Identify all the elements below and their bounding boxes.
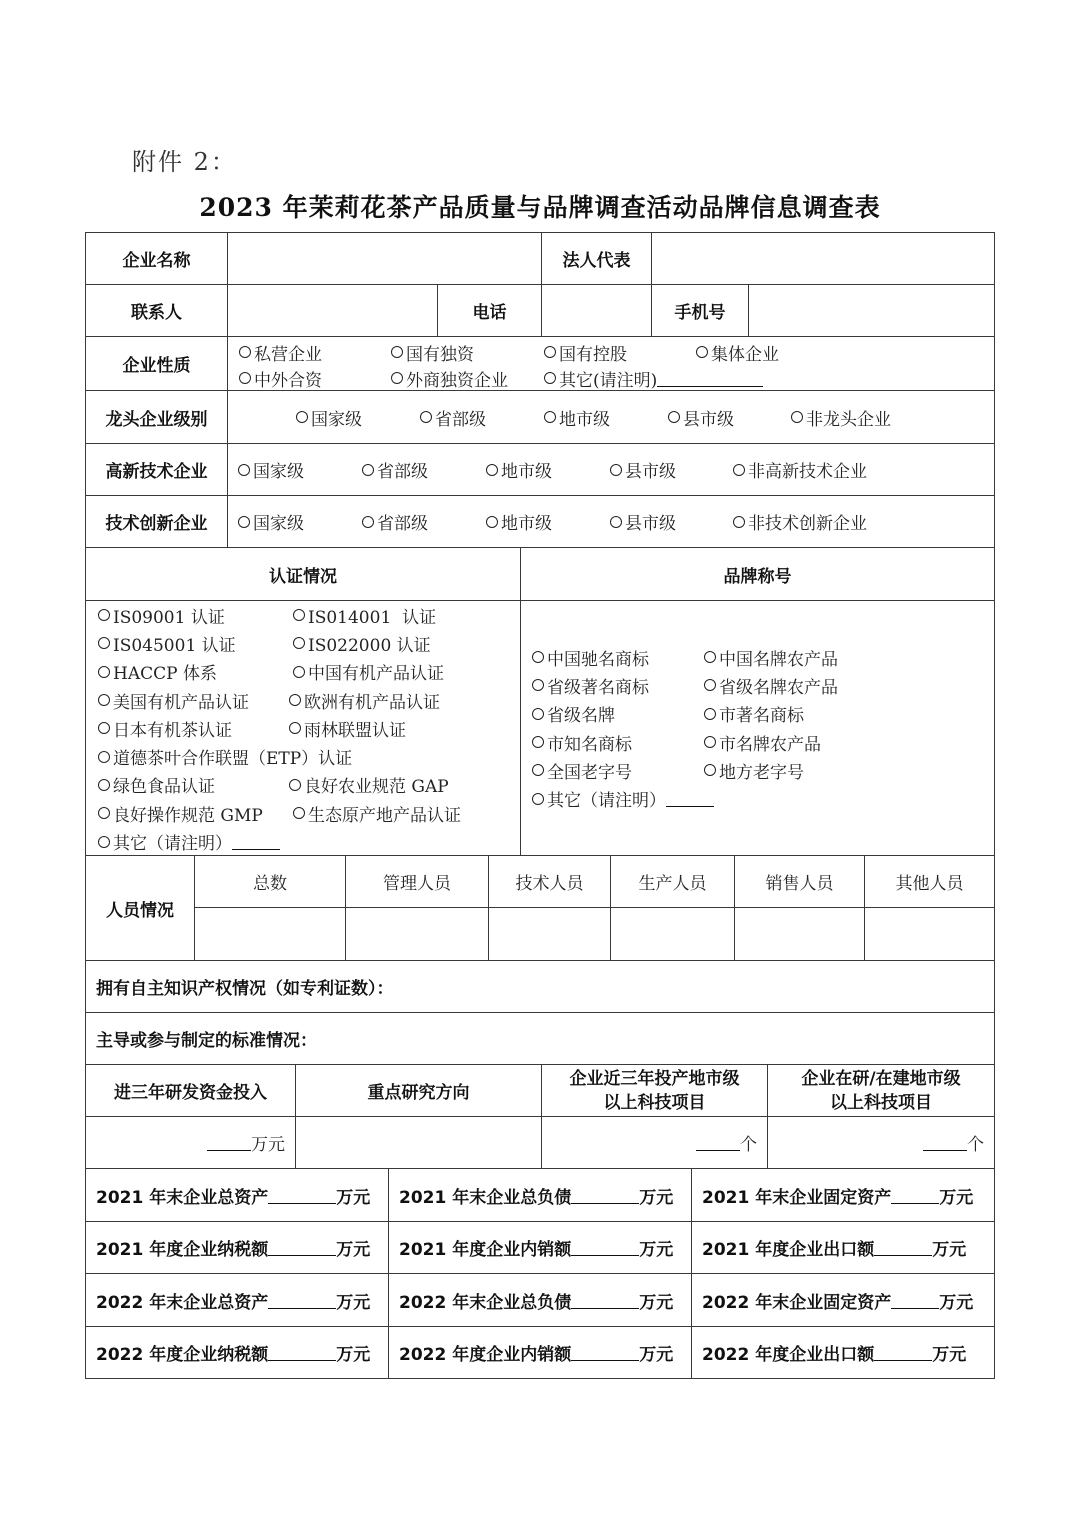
unit-label: 万元 (939, 1292, 974, 1313)
finance-label: 2022 年度企业内销额 (399, 1345, 572, 1365)
finance-field[interactable] (268, 1344, 336, 1361)
brand-option[interactable] (704, 730, 838, 755)
brand-option[interactable] (704, 758, 838, 783)
certification-option[interactable] (98, 659, 293, 684)
finance-field[interactable] (268, 1187, 336, 1204)
company-type-option[interactable] (696, 340, 779, 365)
radio-circle-icon (293, 807, 305, 819)
radio-circle-icon (610, 464, 622, 476)
option-label: 私营企业 (254, 344, 322, 365)
company-name-label: 企业名称 (85, 232, 228, 285)
radio-circle-icon (544, 411, 556, 423)
finance-field[interactable] (891, 1292, 939, 1309)
certification-option[interactable] (98, 688, 293, 713)
hightech-option[interactable] (610, 457, 733, 482)
certification-option[interactable] (98, 744, 461, 769)
company-type-other-field[interactable] (657, 370, 763, 387)
option-label: 省部级 (435, 409, 486, 430)
leading-level-option[interactable] (296, 405, 420, 430)
option-label: 中国有机产品认证 (308, 664, 444, 685)
option-label: 县市级 (625, 462, 676, 482)
radio-circle-icon (293, 666, 305, 678)
personnel-header-management: 管理人员 (345, 855, 489, 908)
option-label: 非技术创新企业 (748, 514, 867, 534)
certification-option[interactable] (289, 716, 461, 741)
certification-other-field[interactable] (232, 833, 280, 850)
radio-circle-icon (98, 751, 110, 763)
leading-level-option[interactable] (544, 405, 668, 430)
legal-rep-label: 法人代表 (541, 232, 652, 285)
brand-option[interactable] (532, 673, 704, 698)
option-label: 省级名牌农产品 (719, 677, 838, 698)
personnel-header-technical: 技术人员 (488, 855, 611, 908)
brand-option-other[interactable] (532, 786, 838, 811)
finance-cell (691, 1168, 995, 1222)
mobile-field[interactable] (748, 284, 995, 337)
personnel-label: 人员情况 (85, 855, 195, 961)
unit-label: 万元 (639, 1187, 674, 1208)
finance-label: 2022 年度企业出口额 (702, 1345, 875, 1365)
leading-level-label: 龙头企业级别 (85, 390, 228, 444)
personnel-other-field[interactable] (864, 907, 995, 961)
option-label: 省级著名商标 (547, 677, 649, 698)
option-label: 非高新技术企业 (748, 462, 867, 482)
finance-cell (388, 1326, 692, 1379)
option-label: 外商独资企业 (406, 370, 508, 391)
personnel-header-production: 生产人员 (610, 855, 735, 908)
radio-circle-icon (532, 793, 544, 805)
hightech-option[interactable] (238, 457, 362, 482)
radio-circle-icon (532, 679, 544, 691)
rd-funding-header: 进三年研发资金投入 (85, 1064, 296, 1117)
certification-option[interactable] (293, 631, 461, 656)
rd-focus-header: 重点研究方向 (295, 1064, 542, 1117)
finance-label: 2022 年度企业纳税额 (96, 1345, 269, 1365)
option-label: 良好操作规范 GMP (113, 805, 263, 826)
certification-option[interactable] (98, 716, 293, 741)
option-label: 市知名商标 (547, 734, 632, 755)
company-type-option[interactable] (239, 366, 391, 391)
unit-label: 万元 (336, 1240, 371, 1260)
radio-circle-icon (532, 736, 544, 748)
personnel-header-sales: 销售人员 (734, 855, 865, 908)
radio-circle-icon (704, 679, 716, 691)
option-label: 市名牌农产品 (719, 734, 821, 755)
rd-funding-field[interactable] (207, 1134, 251, 1151)
radio-circle-icon (733, 516, 745, 528)
personnel-technical-field[interactable] (488, 907, 611, 961)
certification-options (85, 600, 521, 856)
personnel-header-total: 总数 (194, 855, 346, 908)
rd-ongoing-projects-header: 企业在研/在建地市级 以上科技项目 (767, 1064, 995, 1117)
certification-option-other[interactable] (98, 829, 461, 854)
finance-cell (388, 1168, 692, 1222)
radio-circle-icon (696, 346, 708, 358)
mobile-label: 手机号 (651, 284, 749, 337)
finance-field[interactable] (874, 1344, 932, 1361)
radio-circle-icon (239, 346, 251, 358)
radio-circle-icon (238, 516, 250, 528)
hightech-option[interactable] (486, 457, 610, 482)
option-label: 绿色食品认证 (113, 777, 215, 798)
option-label: 非龙头企业 (806, 409, 891, 430)
option-label: 国家级 (311, 409, 362, 430)
standards-label: 主导或参与制定的标准情况： (96, 1031, 317, 1051)
hightech-label: 高新技术企业 (85, 443, 228, 496)
standards-field[interactable] (85, 1012, 995, 1065)
option-label: 其它（请注明） (113, 834, 232, 855)
rd-completed-projects-cell (541, 1116, 768, 1169)
option-label: IS045001 认证 (113, 635, 236, 656)
phone-label: 电话 (437, 284, 542, 337)
company-type-option[interactable] (239, 340, 391, 365)
certification-option[interactable] (98, 772, 293, 797)
finance-cell (388, 1221, 692, 1274)
innovation-option[interactable] (610, 509, 733, 534)
unit-label: 万元 (639, 1345, 674, 1365)
radio-circle-icon (532, 651, 544, 663)
leading-level-options (227, 390, 995, 444)
radio-circle-icon (296, 411, 308, 423)
finance-field[interactable] (268, 1292, 336, 1309)
option-label: 地市级 (559, 409, 610, 430)
company-type-options (227, 336, 995, 391)
radio-circle-icon (98, 722, 110, 734)
radio-circle-icon (98, 836, 110, 848)
certification-option[interactable] (98, 801, 293, 826)
option-label: 县市级 (625, 514, 676, 534)
company-type-option[interactable] (391, 366, 544, 391)
option-label: IS022000 认证 (308, 635, 431, 656)
finance-label: 2021 年末企业固定资产 (702, 1187, 892, 1208)
option-label: IS014001 认证 (308, 607, 437, 628)
finance-cell (85, 1273, 389, 1327)
hightech-options (227, 443, 995, 496)
legal-rep-field[interactable] (651, 232, 995, 285)
finance-label: 2022 年末企业固定资产 (702, 1292, 892, 1313)
radio-circle-icon (733, 464, 745, 476)
personnel-header-other: 其他人员 (864, 855, 995, 908)
certification-option[interactable] (293, 659, 461, 684)
certification-header: 认证情况 (85, 547, 521, 601)
finance-field[interactable] (268, 1239, 336, 1256)
radio-circle-icon (98, 779, 110, 791)
leading-level-option[interactable] (668, 405, 791, 430)
radio-circle-icon (486, 464, 498, 476)
innovation-option[interactable] (733, 509, 867, 534)
option-label: 国家级 (253, 462, 304, 482)
finance-field[interactable] (891, 1187, 939, 1204)
option-label: 雨林联盟认证 (304, 720, 406, 741)
radio-circle-icon (289, 722, 301, 734)
radio-circle-icon (704, 651, 716, 663)
brand-other-field[interactable] (666, 790, 714, 807)
radio-circle-icon (239, 372, 251, 384)
brand-option[interactable] (532, 758, 704, 783)
radio-circle-icon (98, 807, 110, 819)
ip-field[interactable] (85, 960, 995, 1013)
personnel-sales-field[interactable] (734, 907, 865, 961)
personnel-production-field[interactable] (610, 907, 735, 961)
radio-circle-icon (532, 708, 544, 720)
contact-field[interactable] (227, 284, 438, 337)
innovation-option[interactable] (238, 509, 362, 534)
option-label: 道德茶叶合作联盟（ETP）认证 (113, 749, 353, 770)
brand-option[interactable] (532, 645, 704, 670)
company-type-option[interactable] (544, 340, 696, 365)
unit-label: 万元 (336, 1187, 371, 1208)
leading-level-option[interactable] (420, 405, 544, 430)
option-label: 其它（请注明） (547, 791, 666, 812)
finance-field[interactable] (571, 1344, 639, 1361)
finance-label: 2021 年末企业总负债 (399, 1187, 572, 1208)
brand-option[interactable] (532, 730, 704, 755)
finance-label: 2021 年度企业内销额 (399, 1240, 572, 1260)
option-label: 欧洲有机产品认证 (304, 692, 440, 713)
radio-circle-icon (668, 411, 680, 423)
radio-circle-icon (532, 764, 544, 776)
finance-label: 2022 年末企业总资产 (96, 1292, 269, 1313)
radio-circle-icon (391, 346, 403, 358)
radio-circle-icon (289, 694, 301, 706)
finance-cell (691, 1221, 995, 1274)
certification-option[interactable] (98, 631, 293, 656)
finance-cell (85, 1221, 389, 1274)
option-label: 中国驰名商标 (547, 649, 649, 670)
company-type-option[interactable] (391, 340, 544, 365)
option-label: 中国名牌农产品 (719, 649, 838, 670)
rd-completed-projects-header: 企业近三年投产地市级 以上科技项目 (541, 1064, 768, 1117)
option-label: IS09001 认证 (113, 607, 225, 628)
certification-option[interactable] (289, 688, 461, 713)
personnel-total-field[interactable] (194, 907, 346, 961)
radio-circle-icon (486, 516, 498, 528)
radio-circle-icon (544, 372, 556, 384)
innovation-option[interactable] (362, 509, 486, 534)
radio-circle-icon (704, 764, 716, 776)
innovation-option[interactable] (486, 509, 610, 534)
unit-label: 万元 (336, 1345, 371, 1365)
finance-cell (85, 1326, 389, 1379)
company-type-label: 企业性质 (85, 336, 228, 391)
finance-label: 2022 年末企业总负债 (399, 1292, 572, 1313)
innovation-options (227, 495, 995, 548)
option-label: 省级名牌 (547, 706, 615, 727)
survey-form-table (85, 232, 995, 1379)
leading-level-option[interactable] (791, 405, 891, 430)
rd-ongoing-projects-field[interactable] (923, 1134, 967, 1151)
option-label: 中外合资 (254, 370, 322, 391)
brand-option[interactable] (704, 701, 838, 726)
phone-field[interactable] (541, 284, 652, 337)
finance-field[interactable] (571, 1187, 639, 1204)
hightech-option[interactable] (362, 457, 486, 482)
radio-circle-icon (98, 637, 110, 649)
unit-label: 万元 (251, 1135, 285, 1155)
option-label: 地市级 (501, 514, 552, 534)
ip-label: 拥有自主知识产权情况（如专利证数）： (96, 979, 394, 999)
company-name-field[interactable] (227, 232, 542, 285)
finance-label: 2021 年末企业总资产 (96, 1187, 269, 1208)
option-label: 生态原产地产品认证 (308, 805, 461, 826)
innovation-label: 技术创新企业 (85, 495, 228, 548)
option-label: 市著名商标 (719, 706, 804, 727)
radio-circle-icon (391, 372, 403, 384)
rd-completed-projects-field[interactable] (696, 1134, 740, 1151)
brand-options (520, 600, 995, 856)
unit-label: 万元 (932, 1345, 967, 1365)
radio-circle-icon (420, 411, 432, 423)
contact-label: 联系人 (85, 284, 228, 337)
option-label: 省部级 (377, 462, 428, 482)
radio-circle-icon (98, 694, 110, 706)
option-label: 美国有机产品认证 (113, 692, 249, 713)
rd-funding-cell (85, 1116, 296, 1169)
radio-circle-icon (362, 464, 374, 476)
option-label: 县市级 (683, 409, 734, 430)
radio-circle-icon (704, 736, 716, 748)
unit-label: 个 (740, 1135, 757, 1155)
company-type-option-other[interactable] (544, 366, 763, 391)
option-label: 全国老字号 (547, 762, 632, 783)
finance-field[interactable] (874, 1239, 932, 1256)
unit-label: 万元 (932, 1240, 967, 1260)
finance-field[interactable] (571, 1292, 639, 1309)
radio-circle-icon (544, 346, 556, 358)
option-label: 地方老字号 (719, 762, 804, 783)
radio-circle-icon (704, 708, 716, 720)
radio-circle-icon (98, 609, 110, 621)
rd-ongoing-projects-cell (767, 1116, 995, 1169)
option-label: 良好农业规范 GAP (304, 777, 449, 798)
radio-circle-icon (791, 411, 803, 423)
brand-header: 品牌称号 (520, 547, 995, 601)
finance-cell (691, 1326, 995, 1379)
finance-cell (85, 1168, 389, 1222)
brand-option[interactable] (704, 673, 838, 698)
option-label: 国家级 (253, 514, 304, 534)
radio-circle-icon (238, 464, 250, 476)
radio-circle-icon (610, 516, 622, 528)
certification-option[interactable] (293, 603, 461, 628)
attachment-label: 附件 2： (132, 148, 237, 176)
brand-option[interactable] (532, 701, 704, 726)
rd-focus-field[interactable] (295, 1116, 542, 1169)
finance-label: 2021 年度企业纳税额 (96, 1240, 269, 1260)
radio-circle-icon (293, 609, 305, 621)
option-label: 国有独资 (406, 344, 474, 365)
certification-option[interactable] (289, 772, 461, 797)
finance-cell (388, 1273, 692, 1327)
finance-label: 2021 年度企业出口额 (702, 1240, 875, 1260)
unit-label: 万元 (639, 1240, 674, 1260)
personnel-management-field[interactable] (345, 907, 489, 961)
certification-option[interactable] (98, 603, 293, 628)
unit-label: 万元 (336, 1292, 371, 1313)
option-label: 国有控股 (559, 344, 627, 365)
certification-option[interactable] (293, 801, 461, 826)
option-label: HACCP 体系 (113, 664, 217, 685)
unit-label: 万元 (939, 1187, 974, 1208)
brand-option[interactable] (704, 645, 838, 670)
option-label: 其它(请注明) (559, 370, 658, 391)
option-label: 日本有机茶认证 (113, 720, 232, 741)
option-label: 省部级 (377, 514, 428, 534)
option-label: 集体企业 (711, 344, 779, 365)
radio-circle-icon (98, 666, 110, 678)
unit-label: 万元 (639, 1292, 674, 1313)
page-title: 2023 年茉莉花茶产品质量与品牌调查活动品牌信息调查表 (199, 193, 881, 222)
radio-circle-icon (289, 779, 301, 791)
option-label: 地市级 (501, 462, 552, 482)
radio-circle-icon (362, 516, 374, 528)
finance-field[interactable] (571, 1239, 639, 1256)
finance-cell (691, 1273, 995, 1327)
unit-label: 个 (967, 1135, 984, 1155)
radio-circle-icon (293, 637, 305, 649)
hightech-option[interactable] (733, 457, 867, 482)
